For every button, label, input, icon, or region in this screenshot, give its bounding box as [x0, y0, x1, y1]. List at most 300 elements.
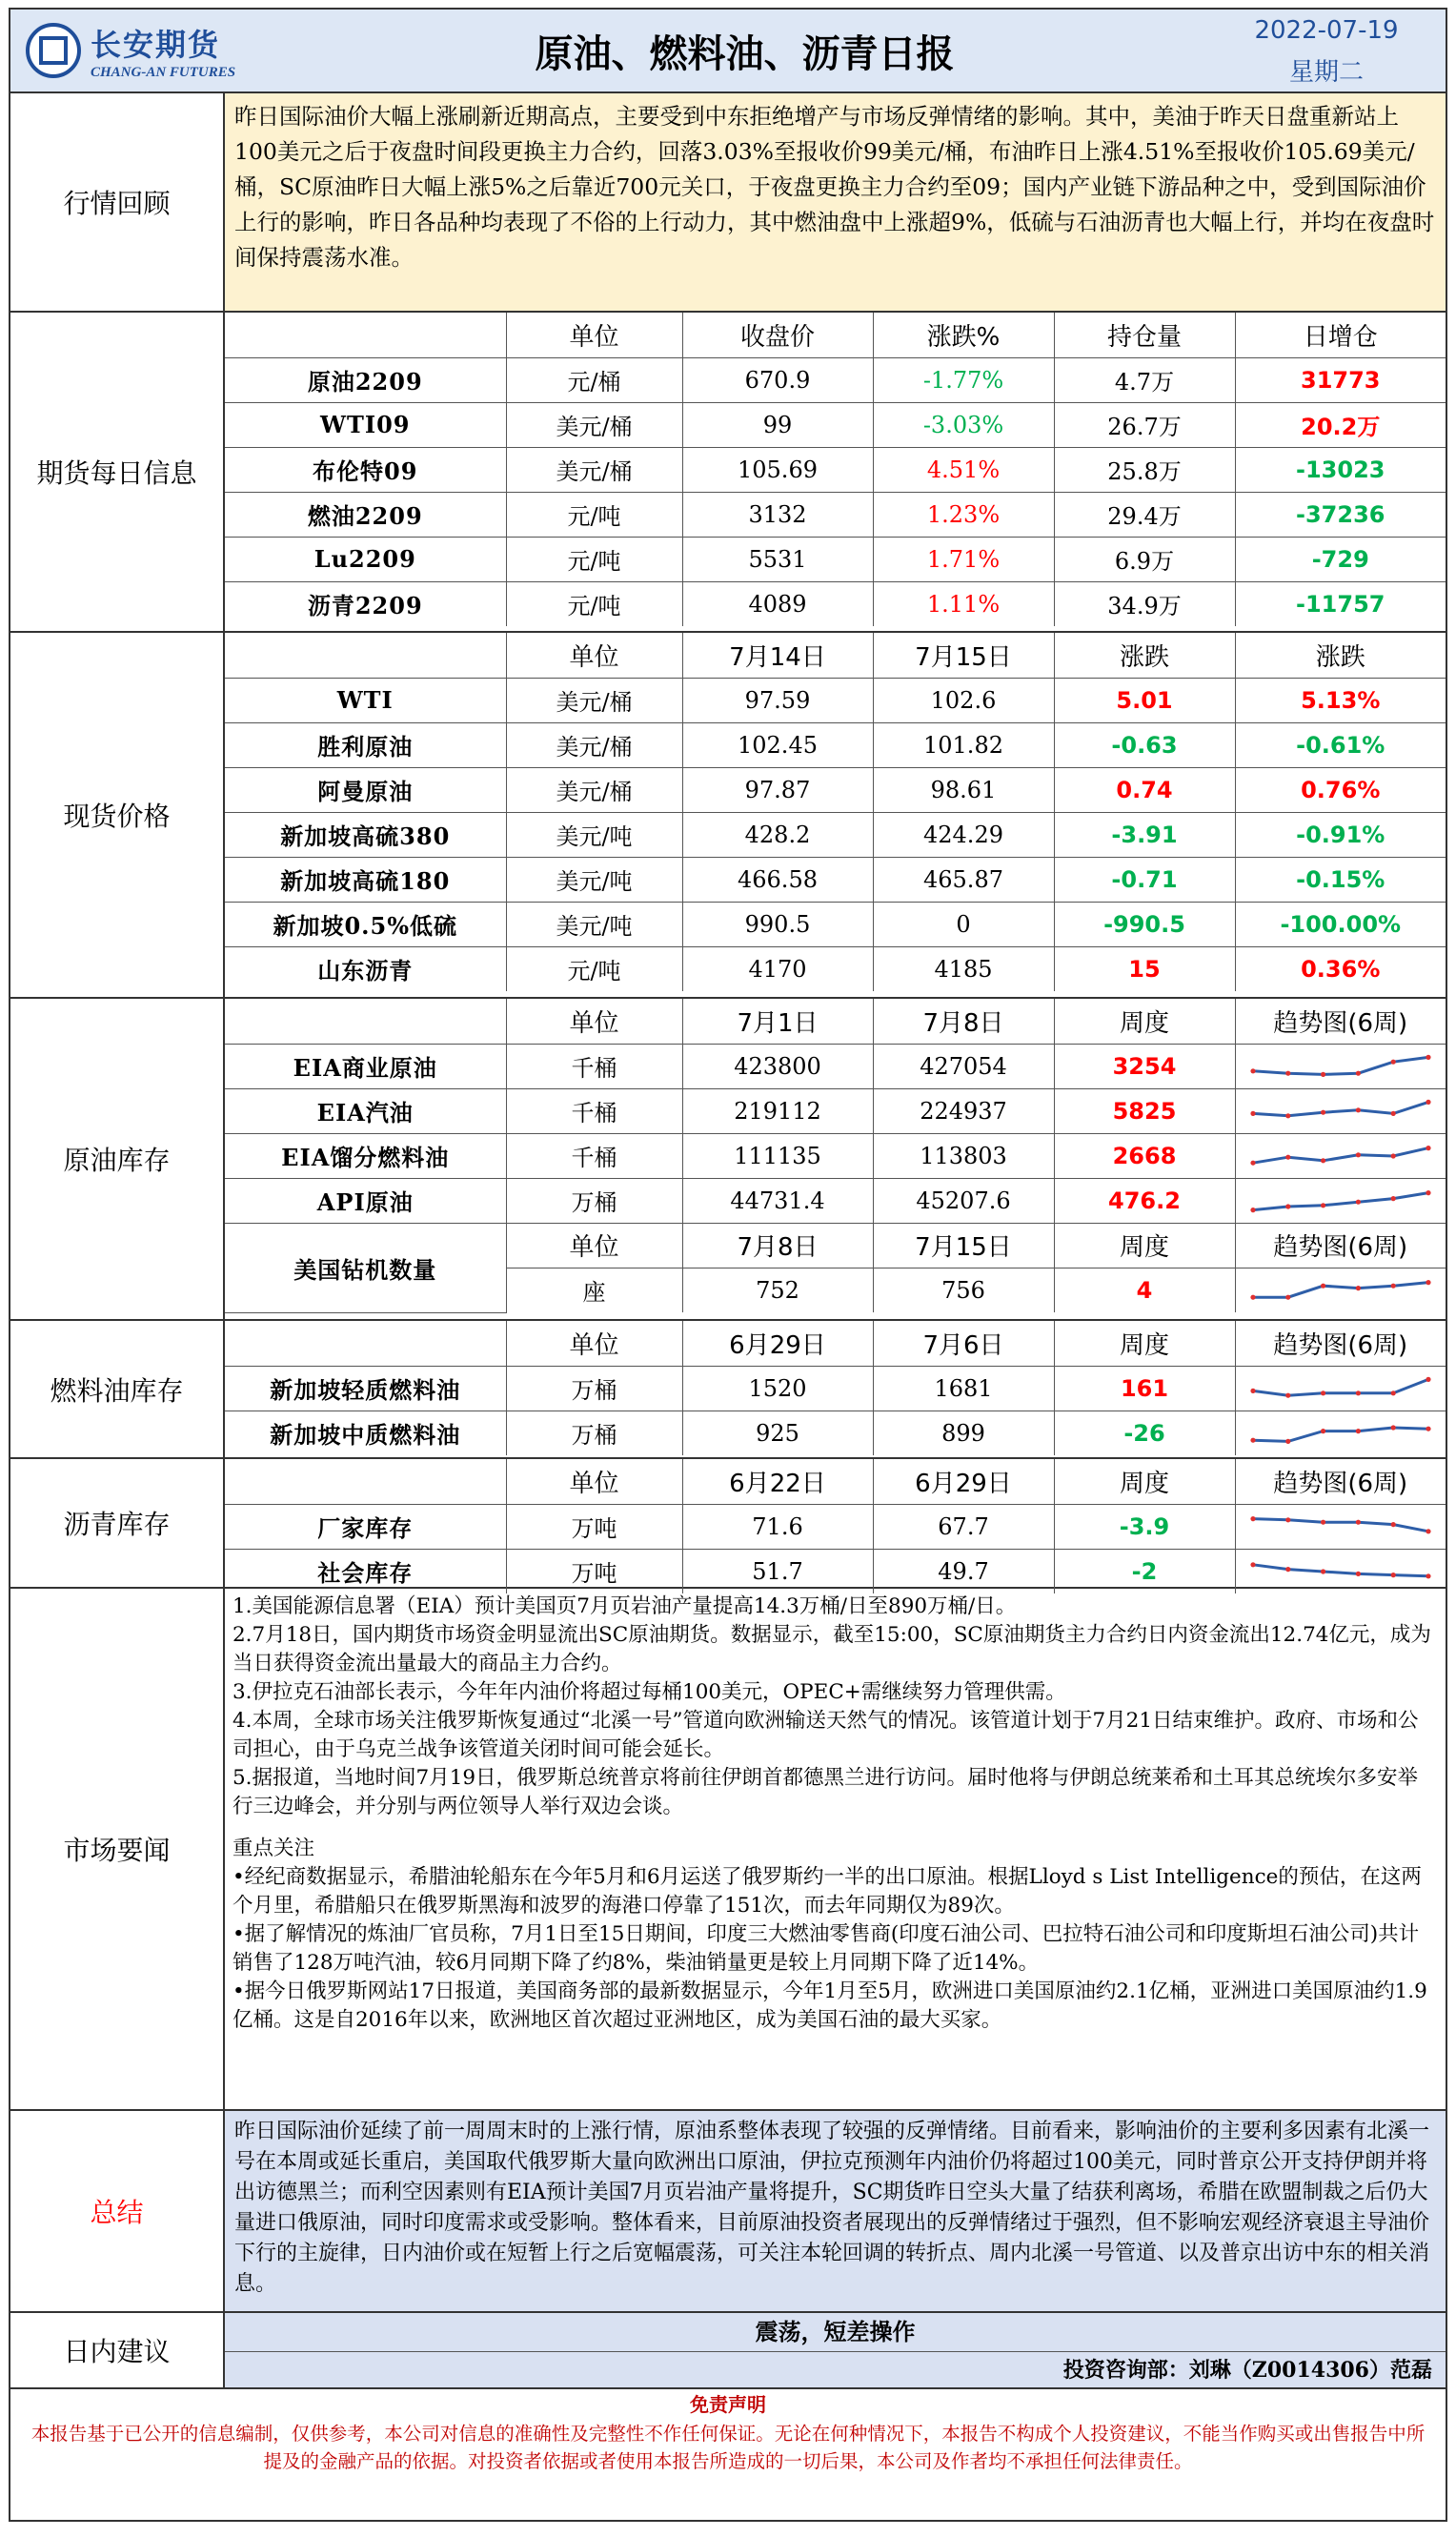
column-header: 7月8日 — [873, 999, 1054, 1044]
unit-cell: 美元/桶 — [506, 767, 682, 812]
sparkline-point — [1390, 1196, 1395, 1201]
sparkline-point — [1356, 1429, 1361, 1433]
sparkline-point — [1285, 1517, 1290, 1522]
trend-sparkline — [1245, 1414, 1436, 1452]
change-cell: 15 — [1054, 946, 1235, 991]
value-cell: 899 — [873, 1411, 1054, 1455]
section-label: 现货价格 — [10, 633, 225, 997]
futures-table — [225, 313, 1446, 626]
disclaimer-text: 本报告基于已公开的信息编制，仅供参考，本公司对信息的准确性及完整性不作任何保证。无论在何种情况下，本报告不构成个人投资建议，不能当作购买或出售报告中所提及的金融产品的依据。对投资者依据或者使用本报告所造成的一切后果，本公司及作者均不承担任何法律责任。 — [30, 2423, 1426, 2472]
close-price-cell: 670.9 — [682, 357, 873, 402]
unit-cell: 千桶 — [506, 1088, 682, 1133]
sparkline-point — [1285, 1070, 1290, 1075]
trend-sparkline — [1245, 1508, 1436, 1546]
price-cell: 101.82 — [873, 722, 1054, 767]
value-cell: 756 — [873, 1268, 1054, 1312]
spot-price-section — [10, 633, 1446, 999]
value-cell: 224937 — [873, 1088, 1054, 1133]
trend-cell — [1235, 1178, 1446, 1223]
sparkline-point — [1356, 1519, 1361, 1524]
report-weekday: 星期二 — [1288, 58, 1364, 87]
sparkline-point — [1426, 1099, 1430, 1104]
table-row — [225, 492, 1446, 537]
change-pct-cell: 4.51% — [873, 447, 1054, 492]
unit-cell: 千桶 — [506, 1044, 682, 1088]
table-row — [225, 1504, 1446, 1549]
sparkline-point — [1285, 1113, 1290, 1118]
open-interest-cell: 4.7万 — [1054, 357, 1235, 402]
weekly-change-cell: 2668 — [1054, 1133, 1235, 1178]
value-cell: 219112 — [682, 1088, 873, 1133]
sparkline-point — [1321, 1203, 1325, 1208]
table-row — [225, 678, 1446, 722]
column-header: 6月29日 — [682, 1321, 873, 1366]
table-row — [225, 447, 1446, 492]
market-news-content — [225, 1589, 1446, 2109]
open-interest-cell: 6.9万 — [1054, 537, 1235, 581]
sparkline-point — [1356, 1199, 1361, 1204]
price-cell: 102.45 — [682, 722, 873, 767]
weekly-change-cell: -2 — [1054, 1549, 1235, 1593]
unit-cell: 美元/桶 — [506, 402, 682, 447]
spot-price-table — [225, 633, 1446, 991]
sparkline-line — [1253, 1518, 1428, 1531]
change-pct-cell: -0.91% — [1235, 812, 1446, 857]
contract-name: WTI09 — [225, 402, 506, 447]
sparkline-point — [1426, 1529, 1430, 1533]
table-row — [225, 767, 1446, 812]
column-header: 趋势图(6周) — [1235, 1321, 1446, 1366]
sparkline-point — [1426, 1280, 1430, 1285]
asphalt-inventory-section — [10, 1459, 1446, 1589]
trend-cell — [1235, 1268, 1446, 1312]
column-header — [225, 633, 506, 678]
change-cell: -0.71 — [1054, 857, 1235, 902]
report-header — [10, 10, 1446, 93]
value-cell: 111135 — [682, 1133, 873, 1178]
sparkline-point — [1356, 1390, 1361, 1395]
column-header: 周度 — [1054, 1321, 1235, 1366]
change-cell: 5.01 — [1054, 678, 1235, 722]
column-header: 单位 — [506, 1459, 682, 1504]
price-cell: 428.2 — [682, 812, 873, 857]
daily-oi-change-cell: -13023 — [1235, 447, 1446, 492]
sparkline-point — [1250, 1110, 1255, 1115]
change-pct-cell: -100.00% — [1235, 902, 1446, 946]
unit-cell: 元/吨 — [506, 581, 682, 626]
trend-cell — [1235, 1088, 1446, 1133]
unit-cell: 万桶 — [506, 1178, 682, 1223]
change-pct-cell: 0.36% — [1301, 955, 1381, 983]
column-header: 单位 — [506, 1223, 682, 1268]
price-cell: 4170 — [682, 946, 873, 991]
column-header: 6月22日 — [682, 1459, 873, 1504]
sparkline-point — [1356, 1070, 1361, 1075]
sparkline-point — [1356, 1286, 1361, 1290]
unit-cell: 万桶 — [506, 1366, 682, 1411]
sparkline-point — [1426, 1146, 1430, 1150]
disclaimer-title: 免责声明 — [690, 2393, 766, 2416]
unit-cell: 元/吨 — [506, 946, 682, 991]
market-review-text: 昨日国际油价大幅上涨刷新近期高点，主要受到中东拒绝增产与市场反弹情绪的影响。其中，美油于昨天日盘重新站上100美元之后于夜盘时间段更换主力合约，回落3.03%至报收价99美元/桶，布油昨日上涨4.51%至报收价105.69美元/桶，SC原油昨日大幅上涨5%之后靠近700元关口，于夜盘更换主力合约至09；国内产业链下游品种之中，受到国际油价上行的影响，昨日各品种均表现了不俗的上行动力，其中燃油盘中上涨超9%，低硫与石油沥青也大幅上行，并均在夜盘时间保持震荡水准。 — [225, 93, 1446, 311]
table-row — [225, 1088, 1446, 1133]
product-name: 新加坡0.5%低硫 — [225, 902, 506, 946]
sparkline-point — [1250, 1068, 1255, 1073]
column-header: 7月1日 — [682, 999, 873, 1044]
daily-oi-change-cell: -37236 — [1235, 492, 1446, 537]
market-review-section — [10, 93, 1446, 313]
futures-section — [10, 313, 1446, 633]
daily-oi-change-cell: -729 — [1235, 537, 1446, 581]
column-header: 7月8日 — [682, 1223, 873, 1268]
sparkline-point — [1390, 1390, 1395, 1395]
column-header: 单位 — [506, 999, 682, 1044]
value-cell: 44731.4 — [682, 1178, 873, 1223]
focus-item: •据今日俄罗斯网站17日报道，美国商务部的最新数据显示，今年1月至5月，欧洲进口美国原油约2.1亿桶，亚洲进口美国原油约1.9亿桶。这是自2016年以来，欧洲地区首次超过亚洲地区，成为美国石油的最大买家。 — [233, 1979, 1427, 2032]
weekly-change-cell: 5825 — [1054, 1088, 1235, 1133]
weekly-change-cell: 4 — [1054, 1268, 1235, 1312]
unit-cell: 元/桶 — [506, 357, 682, 402]
logo-name-en: CHANG-AN FUTURES — [91, 64, 236, 80]
value-cell: 71.6 — [682, 1504, 873, 1549]
company-logo — [10, 10, 282, 91]
sparkline-line — [1253, 1565, 1428, 1576]
daily-oi-change-cell: -11757 — [1296, 590, 1385, 618]
focus-title: 重点关注 — [233, 1837, 315, 1860]
sparkline-point — [1321, 1569, 1325, 1573]
column-header — [225, 1459, 506, 1504]
column-header: 单位 — [506, 313, 682, 357]
sparkline-point — [1285, 1439, 1290, 1444]
price-cell: 0 — [873, 902, 1054, 946]
sparkline-line — [1253, 1379, 1428, 1395]
value-cell: 1520 — [682, 1366, 873, 1411]
table-row — [225, 857, 1446, 902]
table-row — [225, 1133, 1446, 1178]
price-cell: 465.87 — [873, 857, 1054, 902]
sparkline-point — [1321, 1158, 1325, 1163]
sparkline-point — [1390, 1425, 1395, 1430]
close-price-cell: 105.69 — [682, 447, 873, 492]
trend-cell — [1235, 1044, 1446, 1088]
intraday-advice-section — [10, 2313, 1446, 2389]
price-cell: 102.6 — [873, 678, 1054, 722]
price-cell: 424.29 — [873, 812, 1054, 857]
contract-name: 原油2209 — [225, 357, 506, 402]
table-row — [225, 812, 1446, 857]
sparkline-point — [1321, 1109, 1325, 1114]
sparkline-point — [1356, 1572, 1361, 1576]
column-header: 7月15日 — [873, 1223, 1054, 1268]
unit-cell: 万吨 — [506, 1549, 682, 1593]
table-row — [225, 581, 1446, 626]
unit-cell: 万桶 — [506, 1411, 682, 1455]
report-title: 原油、燃料油、沥青日报 — [535, 31, 955, 76]
sparkline-point — [1426, 1376, 1430, 1381]
trend-sparkline — [1245, 1092, 1436, 1130]
sparkline-point — [1390, 1522, 1395, 1527]
unit-cell: 美元/吨 — [506, 857, 682, 902]
change-pct-cell: 1.11% — [873, 581, 1054, 626]
section-label: 原油库存 — [10, 999, 225, 1319]
trend-cell — [1235, 1366, 1446, 1411]
value-cell: 67.7 — [873, 1504, 1054, 1549]
change-pct-cell: -1.77% — [873, 357, 1054, 402]
sparkline-point — [1250, 1160, 1255, 1165]
disclaimer-section — [10, 2389, 1446, 2507]
sparkline-point — [1390, 1059, 1395, 1064]
report-date-block — [1207, 10, 1446, 91]
trend-sparkline — [1245, 1182, 1436, 1220]
product-name: 山东沥青 — [225, 946, 506, 991]
sparkline-point — [1285, 1567, 1290, 1572]
trend-cell — [1235, 1549, 1446, 1593]
value-cell: 1681 — [873, 1366, 1054, 1411]
table-row — [225, 1044, 1446, 1088]
table-row — [225, 357, 1446, 402]
trend-sparkline — [1245, 1553, 1436, 1591]
table-row — [225, 1411, 1446, 1455]
item-name: EIA馏分燃料油 — [225, 1133, 506, 1178]
weekly-change-cell: 476.2 — [1054, 1178, 1235, 1223]
sparkline-point — [1321, 1390, 1325, 1395]
column-header: 7月6日 — [873, 1321, 1054, 1366]
sparkline-point — [1426, 1426, 1430, 1431]
open-interest-cell: 29.4万 — [1054, 492, 1235, 537]
change-pct-cell: -0.61% — [1235, 722, 1446, 767]
price-cell: 466.58 — [682, 857, 873, 902]
asphalt-inventory-table — [225, 1459, 1446, 1593]
section-label: 总结 — [10, 2111, 225, 2311]
unit-cell: 美元/桶 — [506, 447, 682, 492]
unit-cell: 元/吨 — [506, 537, 682, 581]
price-cell: 97.59 — [682, 678, 873, 722]
rig-count-label: 美国钻机数量 — [225, 1223, 506, 1312]
table-row — [225, 1366, 1446, 1411]
column-header: 周度 — [1054, 1223, 1235, 1268]
column-header: 趋势图(6周) — [1235, 999, 1446, 1044]
crude-inventory-section — [10, 999, 1446, 1321]
sparkline-point — [1426, 1054, 1430, 1059]
table-row — [225, 402, 1446, 447]
change-pct-cell: -3.03% — [873, 402, 1054, 447]
product-name: 阿曼原油 — [225, 767, 506, 812]
unit-cell: 美元/吨 — [506, 902, 682, 946]
column-header — [225, 999, 506, 1044]
sparkline-point — [1390, 1110, 1395, 1115]
news-item: 3.伊拉克石油部长表示，今年年内油价将超过每桶100美元，OPEC+需继续努力管理供需。 — [233, 1680, 1066, 1704]
product-name: 新加坡高硫180 — [225, 857, 506, 902]
unit-cell: 千桶 — [506, 1133, 682, 1178]
fuel-oil-inventory-section — [10, 1321, 1446, 1459]
product-name: 新加坡高硫380 — [225, 812, 506, 857]
table-header-row — [225, 999, 1446, 1044]
market-news-section — [10, 1589, 1446, 2111]
weekly-change-cell: 161 — [1054, 1366, 1235, 1411]
value-cell: 45207.6 — [873, 1178, 1054, 1223]
sparkline-point — [1356, 1107, 1361, 1112]
column-header: 周度 — [1054, 999, 1235, 1044]
value-cell: 752 — [682, 1268, 873, 1312]
price-cell: 98.61 — [873, 767, 1054, 812]
trend-cell — [1235, 1411, 1446, 1455]
column-header: 日增仓 — [1235, 313, 1446, 357]
price-cell: 97.87 — [682, 767, 873, 812]
change-cell: -990.5 — [1054, 902, 1235, 946]
close-price-cell: 3132 — [682, 492, 873, 537]
close-price-cell: 4089 — [682, 581, 873, 626]
column-header: 7月14日 — [682, 633, 873, 678]
focus-item: •经纪商数据显示，希腊油轮船东在今年5月和6月运送了俄罗斯约一半的出口原油。根据Lloyd s List Intelligence的预估，在这两个月里，希腊船只在俄罗斯黑海和波罗的海港口停靠了151次，而去年同期仅为89次。 — [233, 1865, 1422, 1918]
section-label: 燃料油库存 — [10, 1321, 225, 1457]
column-header: 涨跌% — [873, 313, 1054, 357]
unit-cell: 座 — [506, 1268, 682, 1312]
contract-name: Lu2209 — [225, 537, 506, 581]
product-name: WTI — [225, 678, 506, 722]
section-label: 日内建议 — [10, 2313, 225, 2387]
section-label: 期货每日信息 — [10, 313, 225, 631]
weekly-change-cell: -26 — [1054, 1411, 1235, 1455]
value-cell: 51.7 — [682, 1549, 873, 1593]
table-row — [225, 902, 1446, 946]
trend-cell — [1235, 1504, 1446, 1549]
sparkline-point — [1250, 1437, 1255, 1442]
value-cell: 925 — [682, 1411, 873, 1455]
logo-emblem-icon — [26, 23, 81, 78]
value-cell: 423800 — [682, 1044, 873, 1088]
sparkline-point — [1390, 1153, 1395, 1158]
consultant-credit: 投资咨询部：刘琳（Z0014306）范磊 — [1062, 2358, 1432, 2383]
news-item: 2.7月18日，国内期货市场资金明显流出SC原油期货。数据显示，截至15:00，SC原油期货主力合约日内资金流出12.74亿元，成为当日获得资金流出量最大的商品主力合约。 — [233, 1623, 1431, 1675]
section-label: 市场要闻 — [10, 1589, 225, 2109]
unit-cell: 元/吨 — [506, 492, 682, 537]
open-interest-cell: 34.9万 — [1054, 581, 1235, 626]
sparkline-point — [1390, 1283, 1395, 1288]
value-cell: 427054 — [873, 1044, 1054, 1088]
trend-sparkline — [1245, 1370, 1436, 1408]
sparkline-point — [1250, 1562, 1255, 1567]
column-header: 6月29日 — [873, 1459, 1054, 1504]
item-name: EIA商业原油 — [225, 1044, 506, 1088]
crude-inventory-table — [225, 999, 1446, 1313]
column-header: 收盘价 — [682, 313, 873, 357]
table-header-row — [225, 1321, 1446, 1366]
close-price-cell: 5531 — [682, 537, 873, 581]
section-label: 沥青库存 — [10, 1459, 225, 1587]
contract-name: 沥青2209 — [225, 581, 506, 626]
sparkline-point — [1250, 1516, 1255, 1521]
rig-header-row — [225, 1223, 1446, 1268]
news-spacer — [233, 1821, 1438, 1835]
sparkline-point — [1321, 1519, 1325, 1524]
trend-sparkline — [1245, 1271, 1436, 1309]
price-cell: 990.5 — [682, 902, 873, 946]
trend-sparkline — [1245, 1137, 1436, 1175]
column-header: 涨跌 — [1054, 633, 1235, 678]
change-pct-cell: 0.76% — [1235, 767, 1446, 812]
sparkline-point — [1426, 1573, 1430, 1578]
unit-cell: 美元/桶 — [506, 722, 682, 767]
trend-cell — [1235, 1133, 1446, 1178]
sparkline-point — [1285, 1154, 1290, 1159]
open-interest-cell: 26.7万 — [1054, 402, 1235, 447]
daily-oi-change-cell: 31773 — [1235, 357, 1446, 402]
trend-sparkline — [1245, 1047, 1436, 1086]
value-cell: 113803 — [873, 1133, 1054, 1178]
sparkline-point — [1426, 1190, 1430, 1195]
product-name: 胜利原油 — [225, 722, 506, 767]
item-name: API原油 — [225, 1178, 506, 1223]
change-pct-cell: 1.71% — [873, 537, 1054, 581]
sparkline-point — [1321, 1071, 1325, 1076]
sparkline-line — [1253, 1102, 1428, 1115]
change-cell: 0.74 — [1054, 767, 1235, 812]
column-header: 持仓量 — [1054, 313, 1235, 357]
item-name: 厂家库存 — [225, 1504, 506, 1549]
sparkline-point — [1285, 1204, 1290, 1208]
intraday-advice-text: 震荡，短差操作 — [225, 2313, 1446, 2352]
table-header-row — [225, 1459, 1446, 1504]
change-pct-cell: 1.23% — [873, 492, 1054, 537]
weekly-change-cell: 3254 — [1054, 1044, 1235, 1088]
unit-cell: 万吨 — [506, 1504, 682, 1549]
close-price-cell: 99 — [682, 402, 873, 447]
summary-section — [10, 2111, 1446, 2313]
item-name: EIA汽油 — [225, 1088, 506, 1133]
news-item: 5.据报道，当地时间7月19日，俄罗斯总统普京将前往伊朗首都德黑兰进行访问。届时他将与伊朗总统莱希和土耳其总统埃尔多安举行三边峰会，并分别与两位领导人举行双边会谈。 — [233, 1766, 1419, 1818]
table-row — [225, 1549, 1446, 1593]
column-header — [225, 1321, 506, 1366]
column-header: 单位 — [506, 1321, 682, 1366]
sparkline-point — [1250, 1294, 1255, 1299]
news-item: 1.美国能源信息署（EIA）预计美国页7月页岩油产量提高14.3万桶/日至890万桶/日。 — [233, 1594, 1017, 1618]
sparkline-point — [1250, 1388, 1255, 1392]
change-cell: -0.63 — [1054, 722, 1235, 767]
sparkline-line — [1253, 1147, 1428, 1163]
unit-cell: 美元/桶 — [506, 678, 682, 722]
report-page — [9, 8, 1447, 2522]
column-header: 涨跌 — [1235, 633, 1446, 678]
table-header-row — [225, 313, 1446, 357]
sparkline-line — [1253, 1282, 1428, 1297]
contract-name: 布伦特09 — [225, 447, 506, 492]
contract-name: 燃油2209 — [225, 492, 506, 537]
table-row — [225, 1178, 1446, 1223]
sparkline-point — [1321, 1429, 1325, 1433]
column-header — [225, 313, 506, 357]
sparkline-line — [1253, 1428, 1428, 1441]
column-header: 7月15日 — [873, 633, 1054, 678]
column-header: 单位 — [506, 633, 682, 678]
daily-oi-change-cell: 20.2万 — [1235, 402, 1446, 447]
summary-text: 昨日国际油价延续了前一周周末时的上涨行情，原油系整体表现了较强的反弹情绪。目前看来，影响油价的主要利多因素有北溪一号在本周或延长重启，美国取代俄罗斯大量向欧洲出口原油，伊拉克预测年内油价仍将超过100美元，同时普京公开支持伊朗并将出访德黑兰；而利空因素则有EIA预计美国7月页岩油产量将提升，SC期货昨日空头大量了结获利离场，希腊在欧盟制裁之后仍大量进口俄原油，同时印度需求或受影响。整体看来，目前原油投资者展现出的反弹情绪过于强烈，但不影响宏观经济衰退主导油价下行的主旋律，日内油价或在短暂上行之后宽幅震荡，可关注本轮回调的转折点、周内北溪一号管道、以及普京出访中东的相关消息。 — [225, 2111, 1446, 2311]
column-header: 周度 — [1054, 1459, 1235, 1504]
table-row — [225, 946, 1446, 991]
open-interest-cell: 25.8万 — [1054, 447, 1235, 492]
table-row — [225, 722, 1446, 767]
change-cell: -3.91 — [1054, 812, 1235, 857]
table-header-row — [225, 633, 1446, 678]
change-pct-cell: 5.13% — [1235, 678, 1446, 722]
item-name: 社会库存 — [225, 1549, 506, 1593]
table-row — [225, 537, 1446, 581]
sparkline-line — [1253, 1057, 1428, 1074]
weekly-change-cell: -3.9 — [1054, 1504, 1235, 1549]
sparkline-point — [1285, 1294, 1290, 1299]
column-header: 趋势图(6周) — [1235, 1223, 1446, 1268]
item-name: 新加坡轻质燃料油 — [225, 1366, 506, 1411]
section-label: 行情回顾 — [10, 93, 225, 311]
